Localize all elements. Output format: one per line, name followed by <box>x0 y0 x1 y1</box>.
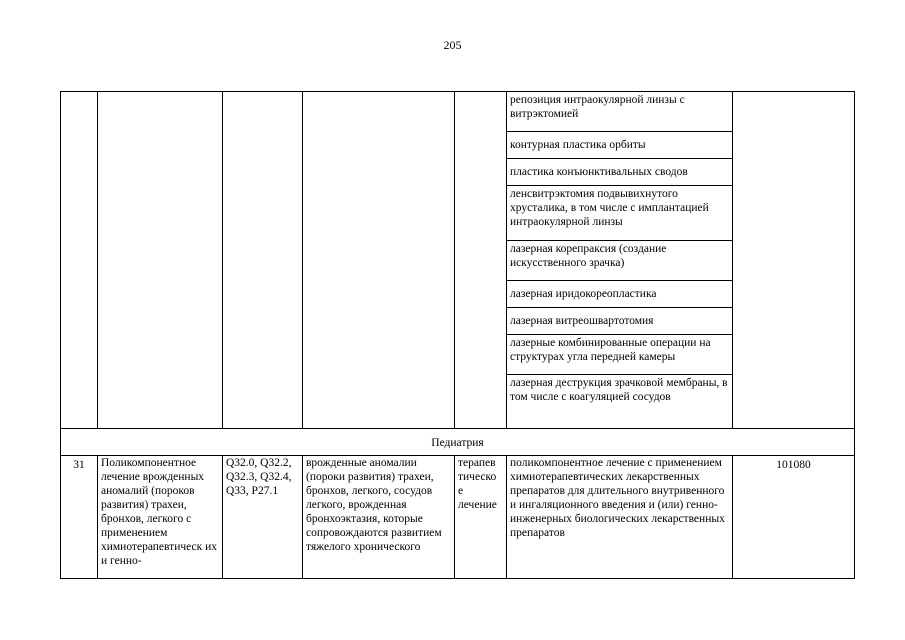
section-row <box>61 429 855 456</box>
method-cell: лазерная деструкция зрачковой мембраны, в том числе с коагуляцией сосудов <box>507 375 733 429</box>
icd-codes: Q32.0, Q32.2, Q32.3, Q32.4, Q33, P27.1 <box>223 456 303 579</box>
method-cell: ленсвитрэктомия подвывихнутого хрусталика, в том числе с имплантацией интраокулярной линзы <box>507 186 733 241</box>
table-row <box>61 92 855 132</box>
cost-value: 101080 <box>733 456 855 579</box>
section-title: Педиатрия <box>61 429 855 456</box>
care-type-name: Поликомпонентное лечение врожденных аномалий (пороков развития) трахеи, бронхов, легкого с применением химиотерапевтическ их и генно- <box>98 456 223 579</box>
empty-cell-codes <box>223 92 303 429</box>
method-cell: лазерная иридокореопластика <box>507 281 733 308</box>
empty-cell-name <box>98 92 223 429</box>
method-cell: лазерная корепраксия (создание искусственного зрачка) <box>507 241 733 281</box>
empty-cell-type <box>455 92 507 429</box>
row-number: 31 <box>61 456 98 579</box>
empty-cell-model <box>303 92 455 429</box>
method-cell: репозиция интраокулярной линзы с витрэктомией <box>507 92 733 132</box>
method-cell: лазерные комбинированные операции на структурах угла передней камеры <box>507 335 733 375</box>
medical-care-table <box>60 91 855 579</box>
page-number: 205 <box>443 38 462 52</box>
method-cell: лазерная витреошвартотомия <box>507 308 733 335</box>
patient-model: врожденные аномалии (пороки развития) трахеи, бронхов, легкого, сосудов легкого, врожденная бронхоэктазия, которые сопровождаются развитием тяжелого хронического <box>303 456 455 579</box>
method-cell: пластика конъюнктивальных сводов <box>507 159 733 186</box>
treatment-method: поликомпонентное лечение с применением химиотерапевтических лекарственных препаратов для длительного внутривенного и ингаляционного введения и (или) генно-инженерных биологических лекарственных препаратов <box>507 456 733 579</box>
treatment-type: терапев тическо е лечение <box>455 456 507 579</box>
method-cell: контурная пластика орбиты <box>507 132 733 159</box>
table-row <box>61 456 855 579</box>
empty-cell-number <box>61 92 98 429</box>
empty-cell-cost <box>733 92 855 429</box>
